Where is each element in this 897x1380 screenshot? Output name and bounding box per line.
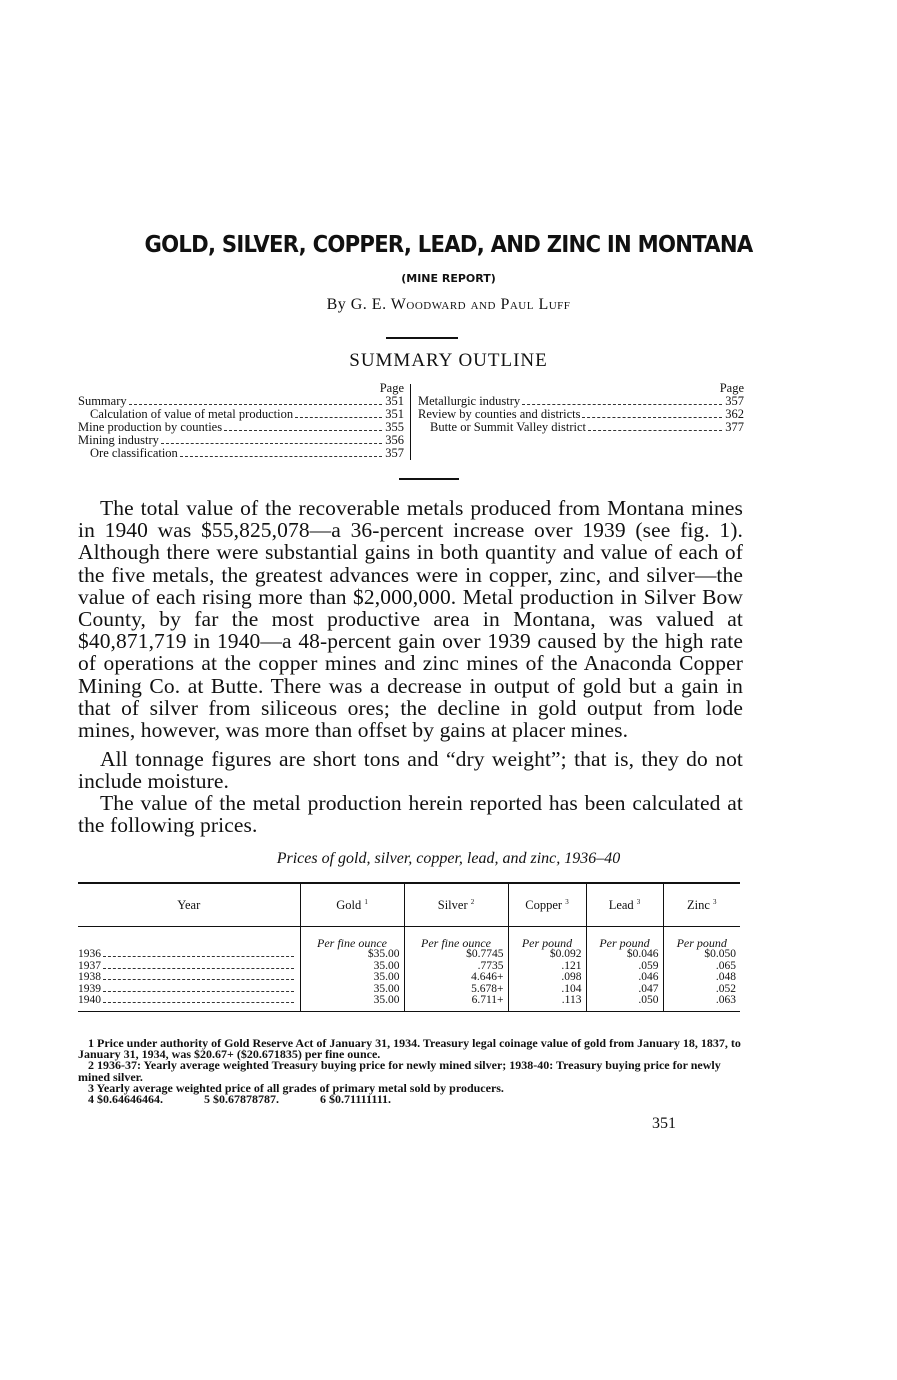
- zinc-price-cell: .065: [663, 961, 740, 973]
- year-cell: [78, 995, 300, 1011]
- toc-page-header: Page: [719, 381, 744, 395]
- copper-price-cell: .104: [508, 984, 586, 996]
- column-header-label: Year: [177, 897, 201, 912]
- zinc-price-cell: $0.050: [663, 949, 740, 961]
- footnote-marker: 3: [636, 897, 641, 906]
- author-1: G. E. Woodward: [350, 296, 467, 313]
- column-header: [300, 883, 404, 927]
- year-label: 1940: [78, 994, 101, 1006]
- silver-price-cell: 4.646+: [404, 972, 508, 984]
- table-title: Prices of gold, silver, copper, lead, and zinc, 1936–40: [276, 850, 621, 867]
- footnote: 1 Price under authority of Gold Reserve Act of January 31, 1934. Treasury legal coinage value of gold from January 18, 1837, to January 31, 1934, was $20.67+ ($20.671835) per fine ounce.: [78, 1036, 741, 1062]
- toc-left-column: [78, 382, 404, 460]
- gold-price-cell: 35.00: [300, 995, 404, 1011]
- toc-column-divider: [410, 384, 411, 460]
- toc-right-column: [418, 382, 744, 434]
- column-header: [508, 883, 586, 927]
- lead-price-cell: .047: [586, 984, 663, 996]
- year-with-leader: [78, 995, 296, 1007]
- toc-leader-dots: [588, 430, 722, 431]
- toc-entry-label: Summary: [78, 394, 127, 408]
- column-header-label: Copper: [525, 897, 563, 912]
- year-cell: [78, 984, 300, 996]
- lead-price-cell: $0.046: [586, 949, 663, 961]
- footnote: 5 $0.67878787.: [204, 1092, 279, 1107]
- gold-price-cell: 35.00: [300, 984, 404, 996]
- lead-price-cell: .046: [586, 972, 663, 984]
- body-paragraph: All tonnage figures are short tons and “dry weight”; that is, they do not include moisture.: [78, 747, 743, 794]
- gold-price-cell: $35.00: [300, 949, 404, 961]
- table-row: [78, 949, 740, 961]
- copper-price-cell: .121: [508, 961, 586, 973]
- column-header-label: Silver: [437, 897, 468, 912]
- toc-entry-label: Ore classification: [90, 446, 178, 460]
- leader-dots: [103, 956, 294, 957]
- zinc-price-cell: .063: [663, 995, 740, 1011]
- silver-price-cell: 5.678+: [404, 984, 508, 996]
- copper-price-cell: $0.092: [508, 949, 586, 961]
- toc-entry-label: Metallurgic industry: [418, 394, 521, 408]
- column-header: [404, 883, 508, 927]
- silver-price-cell: .7735: [404, 961, 508, 973]
- toc-entry-page: 355: [385, 420, 404, 434]
- units-row: [78, 927, 740, 950]
- title-rule: [386, 337, 458, 339]
- body-paragraph: The value of the metal production herein reported has been calculated at the following prices.: [78, 791, 743, 838]
- toc-entry-page: 351: [385, 407, 404, 421]
- prices-table: [78, 882, 740, 1012]
- unit-cell: Per pound: [586, 927, 663, 950]
- zinc-price-cell: .052: [663, 984, 740, 996]
- footnote: 4 $0.64646464.: [88, 1092, 163, 1107]
- toc-entry-label: Mine production by counties: [78, 420, 223, 434]
- toc-leader-dots: [161, 443, 382, 444]
- zinc-price-cell: .048: [663, 972, 740, 984]
- report-subtitle: (MINE REPORT): [401, 272, 496, 285]
- year-label: 1937: [78, 959, 101, 972]
- footnotes: [78, 1038, 743, 1105]
- copper-price-cell: .113: [508, 995, 586, 1011]
- toc-leader-dots: [180, 456, 382, 457]
- column-header-label: Gold: [336, 897, 362, 912]
- toc-entry-page: 357: [725, 394, 744, 408]
- toc-entry-page: 357: [385, 446, 404, 460]
- year-cell: [78, 961, 300, 973]
- column-header: [663, 883, 740, 927]
- footnote-marker: 3: [713, 897, 717, 906]
- unit-cell: Per fine ounce: [300, 927, 404, 950]
- page-number: 351: [652, 1115, 676, 1132]
- toc-entry-label: Butte or Summit Valley district: [430, 420, 587, 434]
- copper-price-cell: .098: [508, 972, 586, 984]
- toc-entry-page: 356: [385, 433, 404, 447]
- author-2: Paul Luff: [500, 296, 571, 313]
- year-with-leader: [78, 961, 296, 973]
- toc-leader-dots: [582, 417, 722, 418]
- column-header: [78, 883, 300, 927]
- toc-entry: [418, 421, 744, 434]
- report-title: GOLD, SILVER, COPPER, LEAD, AND ZINC IN MONTANA: [144, 232, 753, 258]
- outline-rule: [399, 478, 459, 480]
- footnote-marker: 3: [565, 897, 569, 906]
- table-row: [78, 995, 740, 1011]
- byline: [0, 296, 897, 314]
- lead-price-cell: .059: [586, 961, 663, 973]
- unit-cell: [78, 927, 300, 950]
- toc-entry-label: Review by counties and districts: [418, 407, 581, 421]
- leader-dots: [103, 979, 294, 980]
- table-row: [78, 972, 740, 984]
- column-header: [586, 883, 663, 927]
- silver-price-cell: 6.711+: [404, 995, 508, 1011]
- toc-entry-page: 351: [385, 394, 404, 408]
- footnote: 6 $0.71111111.: [320, 1092, 392, 1107]
- leader-dots: [103, 1002, 294, 1003]
- summary-outline-title: SUMMARY OUTLINE: [349, 350, 548, 371]
- column-header-label: Zinc: [686, 897, 710, 912]
- toc-entry-label: Mining industry: [78, 433, 159, 447]
- toc-entry-page: 377: [725, 420, 744, 434]
- silver-price-cell: $0.7745: [404, 949, 508, 961]
- footnote: 2 1936-37: Yearly average weighted Treasury buying price for newly mined silver; 1938-40: Treasury buying price for newly mined silver.: [78, 1058, 721, 1084]
- year-cell: [78, 972, 300, 984]
- toc-entry-page: 362: [725, 407, 744, 421]
- footnote-marker: 1: [364, 897, 368, 906]
- year-with-leader: [78, 984, 296, 996]
- toc-leader-dots: [224, 430, 382, 431]
- toc-leader-dots: [295, 417, 382, 418]
- toc-page-header: Page: [379, 381, 404, 395]
- footnote: 3 Yearly average weighted price of all grades of primary metal sold by producers.: [88, 1080, 504, 1095]
- lead-price-cell: .050: [586, 995, 663, 1011]
- unit-cell: Per pound: [508, 927, 586, 950]
- toc-leader-dots: [129, 404, 383, 405]
- unit-cell: Per pound: [663, 927, 740, 950]
- year-cell: [78, 949, 300, 961]
- year-label: 1936: [78, 948, 101, 960]
- gold-price-cell: 35.00: [300, 961, 404, 973]
- year-with-leader: [78, 972, 296, 984]
- toc-leader-dots: [522, 404, 722, 405]
- toc-entry: [78, 447, 404, 460]
- byline-conjunction: and: [470, 296, 496, 313]
- leader-dots: [103, 991, 294, 992]
- year-label: 1938: [78, 971, 101, 983]
- column-header-label: Lead: [608, 897, 634, 912]
- year-label: 1939: [78, 982, 101, 995]
- unit-cell: Per fine ounce: [404, 927, 508, 950]
- footnote-marker: 2: [470, 897, 475, 906]
- body-paragraph: The total value of the recoverable metals produced from Montana mines in 1940 was $55,825,078—a 36-percent increase over 1939 (see fig. 1). Although there were substantial gains in both quantity and value of each of the five metals, the greatest advances were in copper, zinc, and silver—the value of each rising more than $2,000,000. Metal production in Silver Bow County, by far the most productive area in Montana, was valued at $40,871,719 in 1940—a 48-percent gain over 1939 caused by the high rate of operations at the copper mines and zinc mines of the Anaconda Copper Mining Co. at Butte. There was a decrease in output of gold but a gain in that of silver from siliceous ores; the decline in gold output from lode mines, however, was more than offset by gains at placer mines.: [78, 496, 743, 743]
- leader-dots: [103, 968, 294, 969]
- year-with-leader: [78, 949, 296, 961]
- byline-prefix: By: [326, 296, 347, 313]
- toc-entry-label: Calculation of value of metal production: [90, 407, 294, 421]
- footnote-values: [78, 1094, 743, 1105]
- gold-price-cell: 35.00: [300, 972, 404, 984]
